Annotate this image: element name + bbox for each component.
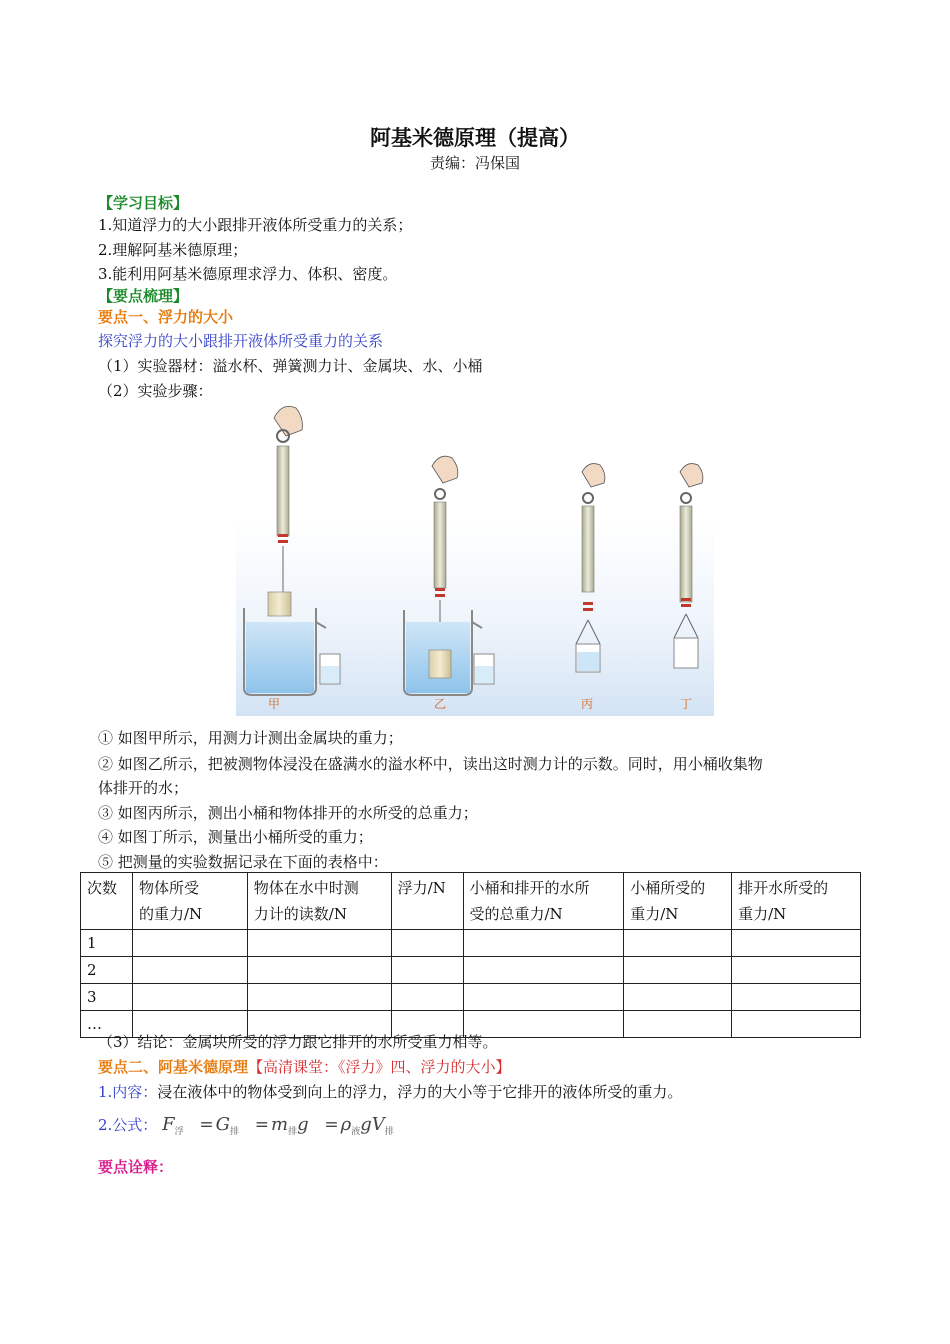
step-4: ④ 如图丁所示，测量出小桶所受的重力； <box>98 828 373 846</box>
objective-item-1: 1.知道浮力的大小跟排开液体所受重力的关系； <box>98 216 413 234</box>
table-header-cell: 物体所受 的重力/N <box>132 873 247 930</box>
editor-line: 责编：冯保国 <box>429 154 520 172</box>
spring-scale-icon <box>680 506 692 602</box>
formula-expression: $F_浮 = G_排 = m_排g = \rho_液gV_排$ <box>162 1114 394 1137</box>
materials-line: （1）实验器材：溢水杯、弹簧测力计、金属块、水、小桶 <box>98 357 483 375</box>
data-table <box>80 872 861 1038</box>
objectives-heading: 【学习目标】 <box>98 194 189 212</box>
metal-block-icon <box>268 592 291 616</box>
label-ding: 丁 <box>680 697 693 711</box>
label-jia: 甲 <box>268 697 281 711</box>
formula-line <box>98 1114 394 1137</box>
experiment-figure <box>236 398 714 716</box>
table-header-cell: 浮力/N <box>391 873 463 930</box>
conclusion-line: （3）结论：金属块所受的浮力跟它排开的水所受重力相等。 <box>98 1033 498 1051</box>
table-header-cell: 物体在水中时测 力计的读数/N <box>247 873 391 930</box>
spring-scale-icon <box>434 502 446 588</box>
step-3: ③ 如图丙所示，测出小桶和物体排开的水所受的总重力； <box>98 804 478 822</box>
table-header-row <box>81 873 861 930</box>
step-1: ① 如图甲所示，用测力计测出金属块的重力； <box>98 729 403 747</box>
label-yi: 乙 <box>434 697 447 711</box>
points-heading: 【要点梳理】 <box>98 287 189 305</box>
explore-title: 探究浮力的大小跟排开液体所受重力的关系 <box>98 332 384 350</box>
table-header-cell: 小桶所受的 重力/N <box>624 873 732 930</box>
table-header-cell: 排开水所受的 重力/N <box>732 873 861 930</box>
table-row <box>81 930 861 957</box>
metal-block-icon <box>429 650 451 678</box>
point1-title: 要点一、浮力的大小 <box>98 308 234 326</box>
table-cell: … <box>81 1011 133 1038</box>
table-cell: 2 <box>81 957 133 984</box>
steps-title: （2）实验步骤： <box>98 382 213 400</box>
small-bucket-icon <box>674 638 698 668</box>
content-text: 浸在液体中的物体受到向上的浮力，浮力的大小等于它排开的液体所受的重力。 <box>157 1083 683 1101</box>
objective-item-3: 3.能利用阿基米德原理求浮力、体积、密度。 <box>98 265 398 283</box>
hand-icon <box>582 464 605 487</box>
hand-icon <box>432 456 458 483</box>
content-label: 1.内容： <box>98 1083 158 1101</box>
page-title: 阿基米德原理（提高） <box>370 126 580 150</box>
notes-title: 要点诠释： <box>98 1158 174 1176</box>
table-header-cell: 次数 <box>81 873 133 930</box>
step-2: ② 如图乙所示，把被测物体浸没在盛满水的溢水杯中，读出这时测力计的示数。同时，用小桶收集物 <box>98 755 763 773</box>
formula-label: 2.公式： <box>98 1116 158 1134</box>
content-line <box>98 1081 682 1102</box>
table-row <box>81 957 861 984</box>
objective-item-2: 2.理解阿基米德原理； <box>98 241 248 259</box>
spring-scale-icon <box>582 506 594 592</box>
table-header-cell: 小桶和排开的水所 受的总重力/N <box>463 873 624 930</box>
table-cell: 3 <box>81 984 133 1011</box>
table-row <box>81 984 861 1011</box>
point2-link[interactable]: 【高清课堂：《浮力》四、浮力的大小】 <box>248 1058 511 1076</box>
point2-title-line <box>98 1056 511 1077</box>
label-bing: 丙 <box>581 697 594 711</box>
step-5: ⑤ 把测量的实验数据记录在下面的表格中： <box>98 853 388 871</box>
point2-title: 要点二、阿基米德原理 <box>98 1058 249 1076</box>
step-2-cont: 体排开的水； <box>98 779 189 797</box>
table-cell: 1 <box>81 930 133 957</box>
hand-icon <box>680 464 703 487</box>
spring-scale-icon <box>277 446 289 536</box>
